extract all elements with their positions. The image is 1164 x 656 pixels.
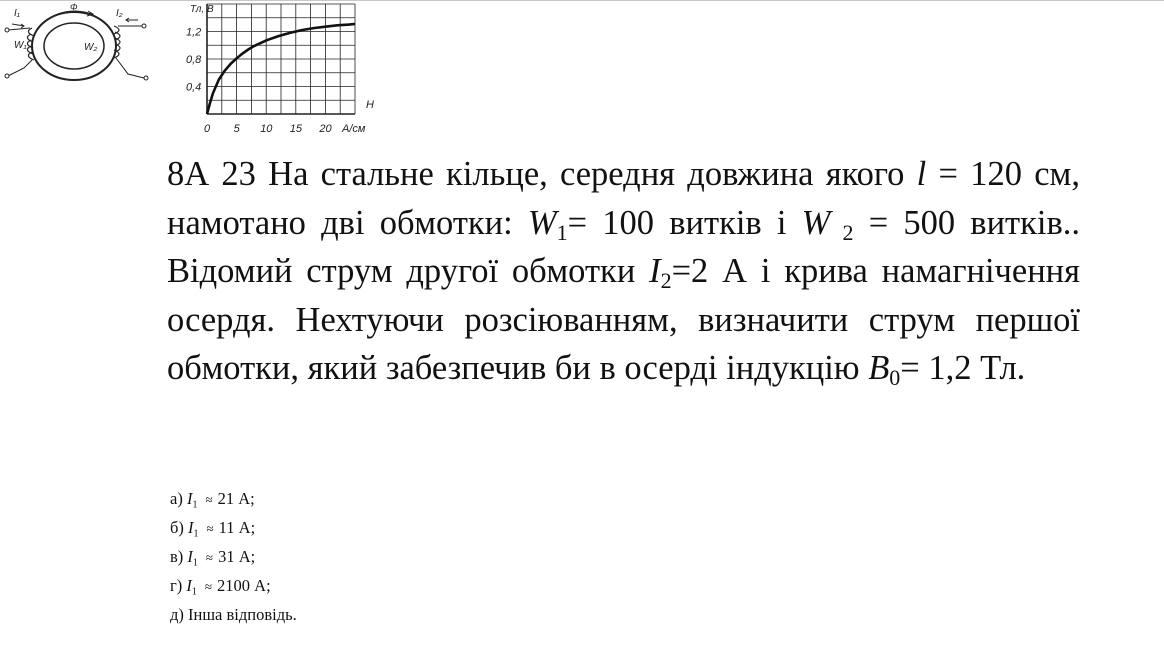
answer-option-a[interactable] [170,484,297,513]
y-tick-label: 1,2 [186,26,202,39]
option-value: 2100 А; [217,576,271,595]
magnetization-chart [180,2,380,136]
w1-subscript: 1 [556,219,568,245]
i2-subscript: 2 [660,268,672,294]
terminal-1a [5,28,9,32]
current-subscript: 1 [193,528,199,540]
answer-option-d[interactable] [170,571,297,600]
current-subscript: 1 [191,586,197,598]
toroid-figure [2,2,150,88]
current-symbol: I [187,547,193,566]
approx-sign: ≈ [205,492,213,507]
label-w2: W₂ [84,42,98,53]
current-subscript: 1 [192,557,198,569]
chart-grid [207,4,355,114]
x-axis-unit: А/см [342,123,366,135]
terminal-2b [144,76,148,80]
y-tick-label: 0,8 [186,54,202,66]
x-tick-label: 5 [233,123,240,135]
length-symbol: l [916,155,927,193]
answer-option-e[interactable] [170,600,297,629]
problem-w2: = 500 витків.. Відомий струм другої обмотки [167,203,1080,290]
option-text: д) Інша відповідь. [170,605,297,624]
terminal-2a [142,24,146,28]
label-i2: I₂ [116,8,123,19]
approx-sign: ≈ [204,579,213,594]
w2-symbol: W [801,203,831,242]
w2-subscript: 2 [830,219,854,245]
option-value: 21 А; [217,489,255,508]
i2-symbol: I [649,252,661,290]
option-letter: в) [170,547,188,566]
approx-sign: ≈ [206,521,214,536]
current-symbol: I [188,518,194,537]
option-letter: а) [170,489,187,508]
b0-subscript: 0 [889,365,901,391]
approx-sign: ≈ [205,550,214,565]
option-value: 31 А; [218,547,256,566]
winding-2-lead-bottom [116,58,144,78]
label-flux: Φ [70,2,78,12]
y-axis-label: Тл, В [190,4,214,15]
x-tick-label: 15 [289,123,303,135]
x-tick-label: 20 [319,123,332,135]
winding-1-lead-bottom [8,60,32,76]
answer-options [170,484,297,629]
top-border [0,0,1164,1]
option-value: 11 А; [218,518,256,537]
label-w1: W₁ [14,40,27,51]
current-symbol: I [186,576,192,595]
option-letter: г) [170,576,187,595]
x-tick-label: 10 [260,123,273,135]
current-symbol: I [186,489,193,508]
problem-w1: = 100 витків і [567,203,802,242]
problem-length: = 120 см, намотано дві обмотки: [167,155,1080,242]
x-axis-label: H [366,99,374,111]
winding-1-lead-top [8,28,30,30]
b0-symbol: B [868,349,890,387]
x-tick-label: 0 [204,123,211,135]
problem-task: =2 А і крива намагнічення осердя. Нехтуючи розсіюванням, визначити струм першої обмотки, який забезпечив би в осерді індукцію [167,252,1080,387]
answer-option-b[interactable] [170,513,297,542]
y-tick-label: 0,4 [186,81,202,94]
terminal-1b [5,74,9,78]
problem-intro: 8А 23 На стальне кільце, середня довжина якого [167,155,917,193]
option-letter: б) [170,518,189,537]
w1-symbol: W [527,203,557,242]
answer-option-c[interactable] [170,542,297,571]
current-subscript: 1 [192,499,198,511]
problem-end: = 1,2 Тл. [900,349,1026,387]
label-i1: I₁ [14,8,20,19]
problem-statement [167,150,1080,393]
